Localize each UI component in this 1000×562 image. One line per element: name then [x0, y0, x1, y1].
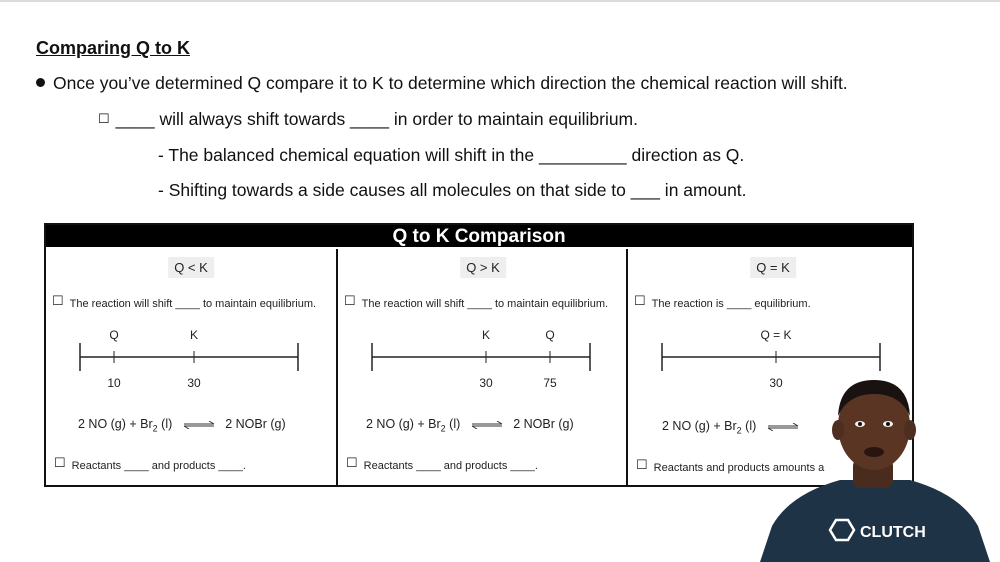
column-q-greater-k — [336, 249, 628, 485]
main-bullet-text: Once you’ve determined Q compare it to K to determine which direction the chemical reaction will shift. — [53, 73, 848, 93]
marker-value-k: 30 — [187, 376, 201, 390]
number-line — [338, 329, 628, 399]
statement — [634, 293, 811, 310]
equation-left: 2 NO (g) + Br — [366, 417, 441, 431]
footer-text: Reactants and products amounts a — [653, 462, 825, 474]
checkbox-icon: ☐ — [98, 111, 110, 126]
statement — [344, 293, 608, 310]
marker-value-k: 30 — [479, 376, 493, 390]
main-bullet — [36, 73, 848, 94]
presenter-left-ear — [832, 420, 844, 440]
equation-phase: (l) — [741, 419, 757, 433]
marker-label-k: K — [481, 329, 491, 342]
relation-label: Q = K — [750, 257, 796, 278]
sub-point-1-text: ____ will always shift towards ____ in order to maintain equilibrium. — [115, 109, 638, 129]
statement — [52, 293, 316, 310]
relation-label: Q < K — [168, 257, 214, 278]
footer-text: Reactants ____ and products ____. — [363, 460, 538, 472]
marker-label-q: Q — [545, 329, 555, 342]
equation-phase: (l) — [445, 417, 461, 431]
sub-point-3: - Shifting towards a side causes all molecules on that side to ___ in amount. — [158, 180, 747, 200]
clutch-logo-text: CLUTCH — [860, 524, 926, 541]
footer-statement — [54, 455, 246, 472]
checkbox-icon: ☐ — [346, 455, 358, 470]
chemical-equation — [366, 417, 574, 434]
checkbox-icon: ☐ — [52, 293, 64, 308]
page-title: Comparing Q to K — [36, 38, 190, 58]
statement-text: The reaction will shift ____ to maintain equilibrium. — [69, 298, 317, 310]
checkbox-icon: ☐ — [636, 457, 648, 472]
equation-left: 2 NO (g) + Br — [78, 417, 153, 431]
sub-point-1 — [98, 109, 638, 130]
equation-subscript: 2 — [736, 425, 742, 436]
presenter-right-pupil — [886, 422, 890, 426]
marker-value-q-equals-k: 30 — [769, 376, 783, 390]
equilibrium-arrow-icon — [182, 421, 216, 429]
presenter-shirt — [760, 480, 990, 562]
column-q-less-k — [46, 249, 336, 485]
statement-text: The reaction will shift ____ to maintain equilibrium. — [361, 298, 609, 310]
statement-text: The reaction is ____ equilibrium. — [651, 298, 811, 310]
marker-label-k: K — [189, 329, 199, 342]
equation-right: 2 NOBr (g) — [513, 417, 574, 431]
marker-value-q: 75 — [543, 376, 557, 390]
number-line — [46, 329, 336, 399]
equilibrium-arrow-icon — [470, 421, 504, 429]
checkbox-icon: ☐ — [634, 293, 646, 308]
equation-right: 2 NOBr (g) — [225, 417, 286, 431]
presenter-right-ear — [904, 420, 916, 440]
marker-label-q-equals-k: Q = K — [760, 329, 792, 342]
presenter-mouth — [864, 447, 884, 457]
presenter-video — [750, 376, 1000, 562]
equation-phase: (l) — [157, 417, 173, 431]
checkbox-icon: ☐ — [344, 293, 356, 308]
sub-point-2: - The balanced chemical equation will shift in the _________ direction as Q. — [158, 145, 745, 165]
equation-left: 2 NO (g) + Br — [662, 419, 737, 433]
footer-text: Reactants ____ and products ____. — [71, 460, 246, 472]
marker-value-q: 10 — [107, 376, 121, 390]
relation-label: Q > K — [460, 257, 506, 278]
equation-subscript: 2 — [440, 423, 446, 434]
equation-subscript: 2 — [152, 423, 158, 434]
panel-title: Q to K Comparison — [46, 225, 912, 247]
bullet-dot-icon — [36, 78, 45, 87]
presenter-left-pupil — [858, 422, 862, 426]
checkbox-icon: ☐ — [54, 455, 66, 470]
footer-statement — [346, 455, 538, 472]
top-divider — [0, 0, 1000, 2]
chemical-equation — [78, 417, 286, 434]
marker-label-q: Q — [109, 329, 119, 342]
